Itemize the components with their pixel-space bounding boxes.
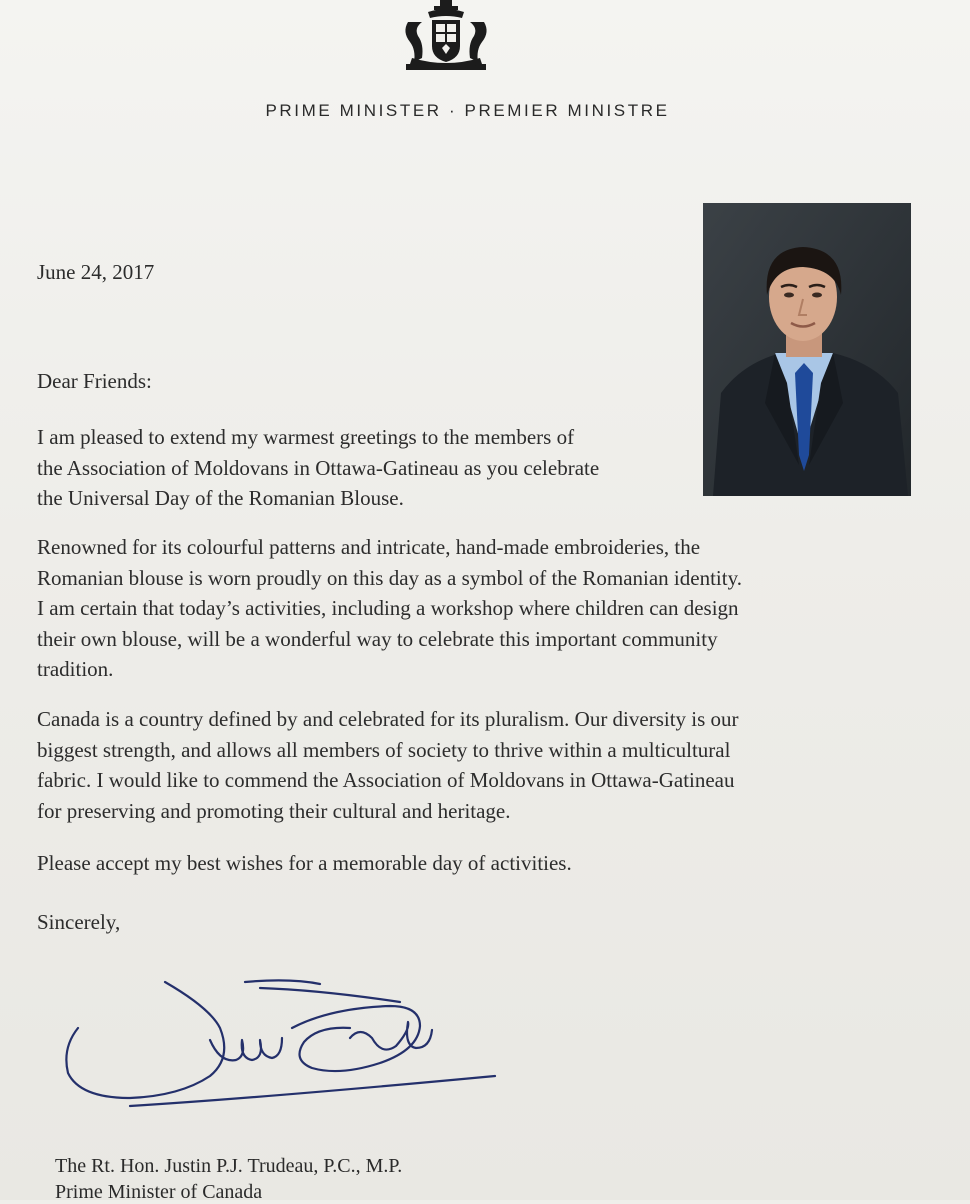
paragraph-3 xyxy=(37,704,739,826)
portrait-photo xyxy=(703,203,911,496)
paragraph-1-line: the Association of Moldovans in Ottawa-Gatineau as you celebrate xyxy=(37,455,600,480)
paragraph-1-line: I am pleased to extend my warmest greetings to the members of xyxy=(37,425,575,449)
paragraph-3-line: Canada is a country defined by and celebrated for its pluralism. Our diversity is our xyxy=(37,707,739,731)
letterhead-title: PRIME MINISTER · PREMIER MINISTRE xyxy=(265,101,670,120)
paragraph-1-line: the Universal Day of the Romanian Blouse. xyxy=(37,486,404,510)
paragraph-4: Please accept my best wishes for a memorable day of activities. xyxy=(37,851,572,875)
paragraph-3-line: biggest strength, and allows all members of society to thrive within a multicultural xyxy=(37,737,731,762)
closing: Sincerely, xyxy=(37,910,121,934)
paragraph-2-line: I am certain that today’s activities, including a workshop where children can design xyxy=(37,596,739,620)
paragraph-2-line: their own blouse, will be a wonderful way to celebrate this important community xyxy=(37,626,718,651)
salutation: Dear Friends: xyxy=(37,369,152,393)
paragraph-2-line: Renowned for its colourful patterns and intricate, hand-made embroideries, the xyxy=(37,535,701,559)
paragraph-2-line: tradition. xyxy=(37,657,114,681)
signer-title: Prime Minister of Canada xyxy=(55,1181,263,1203)
handwritten-signature xyxy=(60,968,510,1118)
signer-name: The Rt. Hon. Justin P.J. Trudeau, P.C., M.P. xyxy=(55,1155,403,1177)
paragraph-1 xyxy=(37,422,599,514)
coat-of-arms-icon xyxy=(398,0,494,74)
letter-date: June 24, 2017 xyxy=(37,260,155,284)
paragraph-2 xyxy=(37,532,742,685)
paragraph-3-line: for preserving and promoting their cultural and heritage. xyxy=(37,798,511,823)
paragraph-2-line: Romanian blouse is worn proudly on this day as a symbol of the Romanian identity. xyxy=(37,565,742,590)
paragraph-3-line: fabric. I would like to commend the Association of Moldovans in Ottawa-Gatineau xyxy=(37,768,735,792)
